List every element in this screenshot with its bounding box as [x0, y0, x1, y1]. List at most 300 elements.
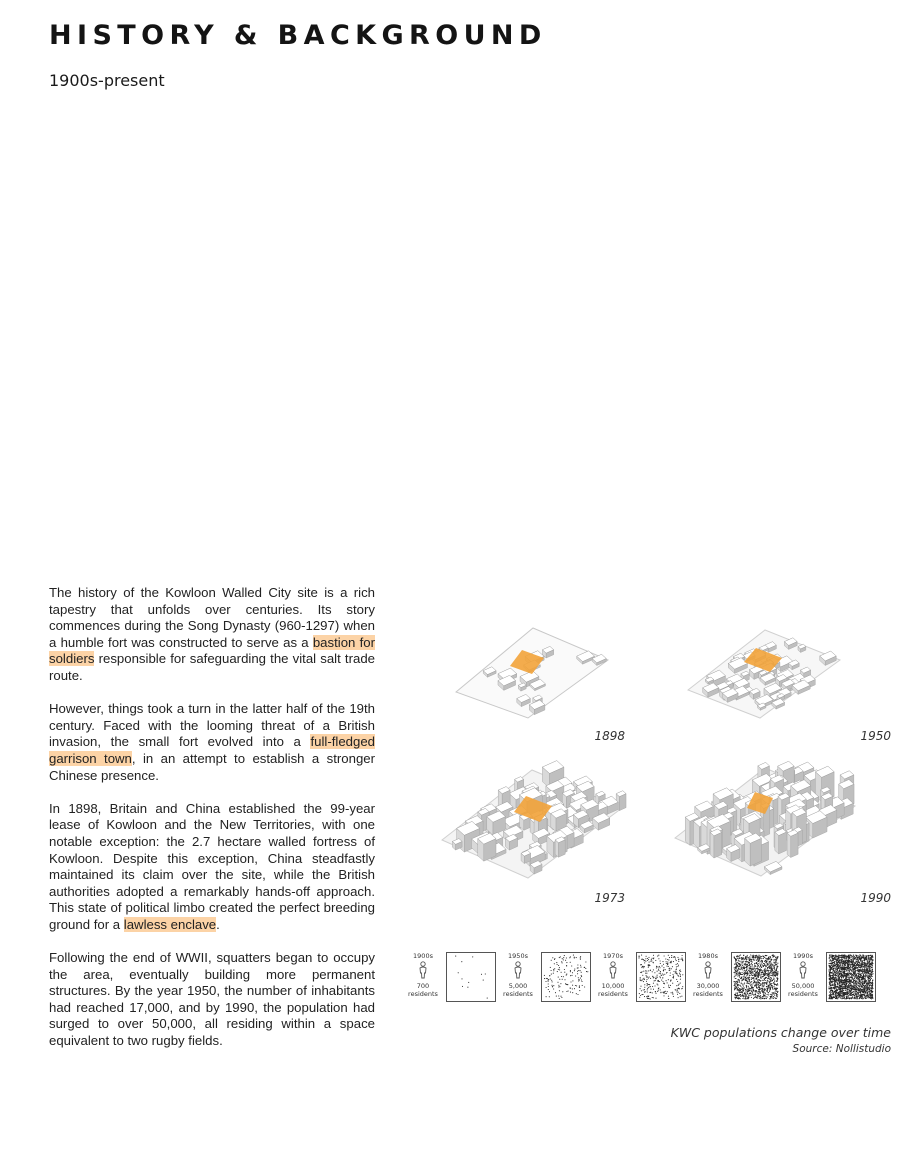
resident-dot	[767, 967, 768, 968]
resident-dot	[678, 961, 679, 962]
resident-dot	[855, 966, 856, 967]
resident-dot	[766, 991, 767, 992]
resident-dot	[771, 972, 772, 973]
resident-dot	[853, 962, 854, 963]
resident-dot	[871, 988, 872, 989]
resident-dot	[644, 979, 645, 980]
resident-dot	[766, 990, 767, 991]
resident-dot	[755, 985, 756, 986]
resident-dot	[764, 994, 765, 995]
resident-dot	[676, 973, 677, 974]
resident-dot	[745, 972, 746, 973]
resident-dot	[657, 991, 658, 992]
resident-dot	[666, 963, 667, 964]
figure-caption: KWC populations change over time	[670, 1025, 891, 1040]
resident-dot	[845, 958, 846, 959]
resident-dot	[838, 987, 839, 988]
resident-dot	[868, 984, 869, 985]
resident-dot	[770, 984, 771, 985]
population-label-1990s	[786, 952, 820, 998]
resident-dot	[673, 957, 674, 958]
resident-dot	[758, 995, 759, 996]
resident-dot	[831, 956, 832, 957]
resident-dot	[835, 964, 836, 965]
resident-dot	[755, 968, 756, 969]
resident-dot	[741, 980, 742, 981]
resident-dot	[666, 961, 667, 962]
resident-dot	[832, 998, 833, 999]
resident-dot	[653, 955, 654, 956]
resident-dot	[640, 972, 641, 973]
resident-dot	[742, 985, 743, 986]
resident-dot	[670, 961, 671, 962]
resident-dot	[657, 956, 658, 957]
resident-dot	[867, 992, 868, 993]
resident-dot	[772, 955, 773, 956]
resident-dot	[860, 984, 861, 985]
resident-dot	[830, 987, 831, 988]
resident-dot	[842, 988, 843, 989]
resident-dot	[866, 958, 867, 959]
resident-dot	[868, 956, 869, 957]
resident-dot	[663, 995, 664, 996]
resident-dot	[679, 973, 680, 974]
resident-dot	[852, 996, 853, 997]
resident-dot	[759, 985, 760, 986]
resident-dot	[776, 996, 777, 997]
resident-dot	[745, 964, 746, 965]
resident-dot	[839, 955, 840, 956]
resident-dot	[762, 986, 763, 987]
resident-dot	[854, 997, 855, 998]
resident-dot	[585, 961, 586, 962]
resident-dot	[834, 991, 835, 992]
resident-dot	[847, 986, 848, 987]
resident-dot	[739, 989, 740, 990]
resident-dot	[734, 994, 735, 995]
resident-dot	[742, 974, 743, 975]
resident-dot	[839, 991, 840, 992]
resident-dot	[754, 974, 755, 975]
resident-dot	[745, 956, 746, 957]
resident-dot	[777, 979, 778, 980]
resident-dot	[742, 995, 743, 996]
resident-dot	[738, 985, 739, 986]
resident-dot	[559, 998, 560, 999]
resident-dot	[856, 970, 857, 971]
resident-dot	[734, 987, 735, 988]
resident-dot	[774, 969, 775, 970]
decade-label: 1970s	[603, 952, 623, 960]
resident-dot	[834, 965, 835, 966]
resident-dot	[640, 980, 641, 981]
resident-dot	[854, 987, 855, 988]
resident-dot	[856, 955, 857, 956]
resident-dot	[847, 987, 848, 988]
resident-dot	[566, 975, 567, 976]
resident-dot	[776, 969, 777, 970]
resident-dot	[753, 995, 754, 996]
resident-dot	[837, 998, 838, 999]
resident-dot	[755, 974, 756, 975]
resident-dot	[680, 971, 681, 972]
resident-dot	[849, 971, 850, 972]
resident-dot	[744, 983, 745, 984]
resident-dot	[864, 967, 865, 968]
resident-dot	[771, 963, 772, 964]
resident-dot	[743, 986, 744, 987]
resident-dot	[758, 974, 759, 975]
resident-dot	[871, 964, 872, 965]
resident-dot	[746, 987, 747, 988]
resident-dot	[837, 968, 838, 969]
population-label-1980s	[691, 952, 725, 998]
density-box-1980s	[731, 952, 781, 1002]
resident-dot	[735, 961, 736, 962]
resident-dot	[746, 983, 747, 984]
resident-dot	[735, 959, 736, 960]
resident-dot	[858, 971, 859, 972]
resident-dot	[858, 975, 859, 976]
resident-dot	[647, 989, 648, 990]
resident-dot	[669, 970, 670, 971]
resident-dot	[562, 958, 563, 959]
resident-dot	[870, 987, 871, 988]
resident-dot	[845, 962, 846, 963]
resident-dot	[753, 977, 754, 978]
resident-dot	[865, 980, 866, 981]
resident-dot	[777, 983, 778, 984]
resident-dot	[748, 978, 749, 979]
resident-dot	[769, 983, 770, 984]
resident-dot	[846, 969, 847, 970]
resident-dot	[846, 983, 847, 984]
resident-dot	[742, 990, 743, 991]
resident-dot	[837, 970, 838, 971]
resident-dot	[833, 968, 834, 969]
resident-dot	[678, 997, 679, 998]
paragraph-4: Following the end of WWII, squatters began to occupy the area, eventually building more permanent structures. By the year 1950, the number of inhabitants had reached 17,000, and by 1990, the population had surged to over 50,000, all residing within a space equivalent to two rugby fields.	[49, 950, 375, 1049]
resident-dot	[829, 979, 830, 980]
resident-dot	[752, 985, 753, 986]
resident-dot	[844, 974, 845, 975]
resident-dot	[562, 979, 563, 980]
resident-dot	[561, 976, 562, 977]
resident-dot	[746, 960, 747, 961]
resident-dot	[854, 968, 855, 969]
resident-dot	[750, 973, 751, 974]
resident-dot	[675, 989, 676, 990]
resident-dot	[858, 995, 859, 996]
resident-dot	[657, 975, 658, 976]
resident-dot	[739, 969, 740, 970]
resident-dot	[735, 985, 736, 986]
resident-dot	[663, 964, 664, 965]
resident-dot	[829, 981, 830, 982]
resident-dot	[561, 997, 562, 998]
resident-dot	[851, 989, 852, 990]
resident-dot	[546, 987, 547, 988]
resident-dot	[868, 983, 869, 984]
resident-dot	[837, 993, 838, 994]
resident-dot	[829, 984, 830, 985]
resident-dot	[863, 958, 864, 959]
resident-dot	[581, 976, 582, 977]
resident-dot	[865, 972, 866, 973]
resident-dot	[737, 974, 738, 975]
resident-dot	[830, 963, 831, 964]
resident-dot	[745, 971, 746, 972]
resident-dot	[852, 970, 853, 971]
resident-dot	[562, 991, 563, 992]
resident-dot	[570, 956, 571, 957]
resident-dot	[847, 989, 848, 990]
resident-dot	[641, 990, 642, 991]
resident-dot	[667, 982, 668, 983]
resident-dot	[673, 996, 674, 997]
resident-dot	[866, 957, 867, 958]
resident-dot	[851, 993, 852, 994]
resident-dot	[753, 990, 754, 991]
resident-dot	[661, 975, 662, 976]
resident-dot	[836, 980, 837, 981]
resident-dot	[853, 994, 854, 995]
resident-dot	[644, 992, 645, 993]
resident-dot	[467, 987, 468, 988]
resident-dot	[854, 988, 855, 989]
resident-dot	[748, 986, 749, 987]
resident-dot	[865, 992, 866, 993]
resident-dot	[866, 986, 867, 987]
resident-dot	[644, 989, 645, 990]
resident-dot	[760, 977, 761, 978]
resident-dot	[670, 985, 671, 986]
resident-dot	[560, 996, 561, 997]
resident-dot	[663, 974, 664, 975]
resident-dot	[837, 963, 838, 964]
resident-dot	[748, 973, 749, 974]
resident-dot	[766, 971, 767, 972]
resident-dot	[667, 962, 668, 963]
resident-dot	[840, 979, 841, 980]
resident-dot	[652, 992, 653, 993]
resident-dot	[742, 984, 743, 985]
resident-dot	[842, 955, 843, 956]
resident-dot	[745, 998, 746, 999]
resident-dot	[737, 965, 738, 966]
resident-dot	[578, 970, 579, 971]
resident-dot	[857, 979, 858, 980]
resident-dot	[672, 983, 673, 984]
resident-dot	[869, 967, 870, 968]
resident-dot	[563, 959, 564, 960]
resident-dot	[864, 993, 865, 994]
resident-dot	[559, 967, 560, 968]
resident-dot	[668, 985, 669, 986]
resident-dot	[831, 964, 832, 965]
resident-dot	[845, 994, 846, 995]
resident-dot	[643, 960, 644, 961]
resident-dot	[759, 971, 760, 972]
resident-dot	[741, 983, 742, 984]
resident-dot	[852, 974, 853, 975]
resident-dot	[735, 994, 736, 995]
resident-dot	[680, 983, 681, 984]
resident-dot	[864, 959, 865, 960]
resident-dot	[642, 980, 643, 981]
resident-dot	[677, 975, 678, 976]
resident-dot	[651, 959, 652, 960]
resident-dot	[572, 980, 573, 981]
resident-dot	[833, 973, 834, 974]
resident-dot	[865, 987, 866, 988]
resident-dot	[750, 995, 751, 996]
resident-dot	[833, 958, 834, 959]
resident-dot	[869, 985, 870, 986]
resident-dot	[842, 963, 843, 964]
resident-dot	[643, 981, 644, 982]
resident-dot	[751, 979, 752, 980]
resident-dot	[839, 960, 840, 961]
resident-dot	[736, 971, 737, 972]
resident-dot	[843, 958, 844, 959]
resident-dot	[751, 970, 752, 971]
resident-dot	[668, 998, 669, 999]
resident-dot	[765, 996, 766, 997]
resident-dot	[852, 979, 853, 980]
resident-dot	[768, 973, 769, 974]
resident-dot	[844, 998, 845, 999]
resident-dot	[843, 994, 844, 995]
resident-dot	[750, 964, 751, 965]
highlight-bastion: bastion for soldiers	[49, 634, 375, 667]
resident-dot	[775, 959, 776, 960]
resident-dot	[762, 972, 763, 973]
resident-dot	[841, 993, 842, 994]
resident-dot	[747, 964, 748, 965]
resident-dot	[761, 961, 762, 962]
resident-dot	[585, 968, 586, 969]
resident-dot	[844, 992, 845, 993]
resident-dot	[863, 985, 864, 986]
resident-dot	[671, 968, 672, 969]
resident-dot	[739, 991, 740, 992]
resident-dot	[839, 980, 840, 981]
resident-dot	[745, 997, 746, 998]
resident-dot	[836, 969, 837, 970]
resident-dot	[682, 986, 683, 987]
resident-dot	[558, 995, 559, 996]
resident-dot	[757, 993, 758, 994]
resident-dot	[870, 959, 871, 960]
resident-dot	[647, 985, 648, 986]
resident-dot	[756, 957, 757, 958]
resident-dot	[775, 987, 776, 988]
person-icon	[512, 961, 524, 981]
resident-dot	[830, 955, 831, 956]
resident-dot	[759, 967, 760, 968]
resident-dot	[858, 992, 859, 993]
resident-dot	[641, 964, 642, 965]
resident-dot	[769, 965, 770, 966]
resident-dot	[642, 966, 643, 967]
resident-dot	[755, 997, 756, 998]
resident-dot	[851, 984, 852, 985]
resident-dot	[744, 987, 745, 988]
resident-dot	[657, 984, 658, 985]
resident-dot	[861, 996, 862, 997]
resident-dot	[849, 957, 850, 958]
resident-dot	[751, 974, 752, 975]
resident-dot	[847, 981, 848, 982]
resident-dot	[865, 966, 866, 967]
resident-dot	[737, 984, 738, 985]
resident-dot	[736, 987, 737, 988]
resident-dot	[648, 965, 649, 966]
resident-dot	[755, 994, 756, 995]
paragraph-2: However, things took a turn in the latter half of the 19th century. Faced with the looming threat of a British invasion, the small fort evolved into a full-fledged garrison town, in an attempt to establish a stronger Chinese presence.	[49, 701, 376, 783]
resident-dot	[645, 970, 646, 971]
resident-dot	[737, 975, 738, 976]
resident-dot	[738, 995, 739, 996]
resident-dot	[752, 966, 753, 967]
resident-dot	[847, 966, 848, 967]
resident-dot	[752, 988, 753, 989]
resident-dot	[837, 986, 838, 987]
resident-dot	[844, 988, 845, 989]
resident-dot	[643, 979, 644, 980]
resident-dot	[749, 989, 750, 990]
resident-dot	[835, 977, 836, 978]
resident-dot	[461, 978, 462, 979]
resident-dot	[753, 969, 754, 970]
resident-dot	[851, 986, 852, 987]
resident-dot	[848, 968, 849, 969]
resident-dot	[759, 973, 760, 974]
resident-dot	[657, 977, 658, 978]
resident-dot	[682, 974, 683, 975]
resident-dot	[859, 965, 860, 966]
resident-dot	[737, 958, 738, 959]
resident-dot	[767, 974, 768, 975]
resident-dot	[740, 986, 741, 987]
resident-dot	[769, 968, 770, 969]
resident-dot	[650, 998, 651, 999]
resident-dot	[745, 963, 746, 964]
resident-dot	[546, 996, 547, 997]
resident-dot	[848, 972, 849, 973]
resident-dot	[869, 973, 870, 974]
resident-dot	[561, 972, 562, 973]
resident-dot	[840, 967, 841, 968]
resident-dot	[869, 980, 870, 981]
resident-dot	[765, 965, 766, 966]
resident-dot	[656, 967, 657, 968]
decade-label: 1990s	[793, 952, 813, 960]
resident-dot	[851, 998, 852, 999]
resident-dot	[769, 961, 770, 962]
resident-dot	[853, 979, 854, 980]
resident-dot	[864, 983, 865, 984]
resident-dot	[853, 960, 854, 961]
resident-dot	[829, 996, 830, 997]
resident-dot	[648, 996, 649, 997]
resident-dot	[742, 994, 743, 995]
resident-dot	[752, 964, 753, 965]
resident-dot	[668, 960, 669, 961]
resident-dot	[846, 982, 847, 983]
resident-dot	[676, 985, 677, 986]
